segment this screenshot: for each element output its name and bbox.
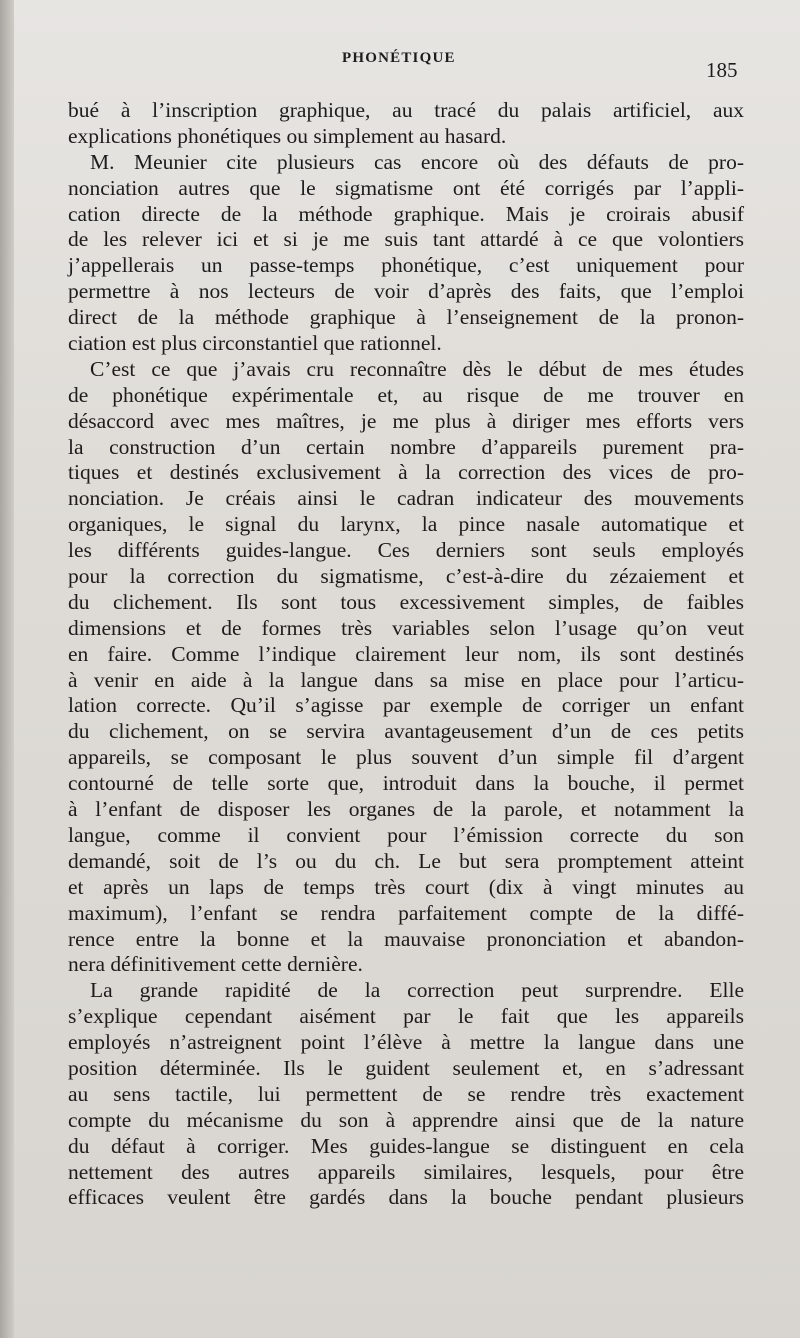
text-line: la construction d’un certain nombre d’appareils purement pra- [68, 434, 744, 459]
text-line: et après un laps de temps très court (dix à vingt minutes au [68, 874, 744, 899]
text-line: du défaut à corriger. Mes guides-langue se distinguent en cela [68, 1133, 744, 1158]
text-line: dimensions et de formes très variables selon l’usage qu’on veut [68, 615, 744, 640]
text-line: langue, comme il convient pour l’émission correcte du son [68, 822, 744, 847]
text-line: nettement des autres appareils similaires, lesquels, pour être [68, 1159, 744, 1184]
text-line: au sens tactile, lui permettent de se rendre très exactement [68, 1081, 744, 1106]
text-line: tiques et destinés exclusivement à la correction des vices de pro- [68, 460, 744, 485]
text-line: nonciation autres que le sigmatisme ont été corrigés par l’appli- [68, 175, 744, 200]
text-line: efficaces veulent être gardés dans la bouche pendant plusieurs [68, 1185, 744, 1210]
text-line: M. Meunier cite plusieurs cas encore où des défauts de pro- [90, 149, 744, 174]
text-line: du clichement. Ils sont tous excessivement simples, de faibles [68, 589, 744, 614]
page-number: 185 [706, 58, 738, 82]
text-line: à venir en aide à la langue dans sa mise en place pour l’articu- [68, 667, 744, 692]
text-line: de phonétique expérimentale et, au risque de me trouver en [68, 382, 744, 407]
running-head: PHONÉTIQUE [342, 50, 456, 66]
text-line: employés n’astreignent point l’élève à mettre la langue dans une [68, 1030, 744, 1055]
text-line: cation directe de la méthode graphique. Mais je croirais abusif [68, 201, 744, 226]
text-line: direct de la méthode graphique à l’enseignement de la pronon- [68, 305, 744, 330]
text-line: rence entre la bonne et la mauvaise prononciation et abandon- [68, 926, 744, 951]
text-line: à l’enfant de disposer les organes de la parole, et notamment la [68, 797, 744, 822]
text-line: du clichement, on se servira avantageusement d’un de ces petits [68, 719, 744, 744]
page-gutter-shadow [0, 0, 14, 1338]
text-line: désaccord avec mes maîtres, je me plus à diriger mes efforts vers [68, 408, 744, 433]
text-line: nonciation. Je créais ainsi le cadran indicateur des mouvements [68, 486, 744, 511]
text-line: explications phonétiques ou simplement au hasard. [68, 123, 507, 148]
text-line: ciation est plus circonstantiel que rationnel. [68, 331, 442, 356]
text-line: position déterminée. Ils le guident seulement et, en s’adressant [68, 1055, 744, 1080]
text-line: demandé, soit de l’s ou du ch. Le but sera promptement atteint [68, 848, 744, 873]
text-line: lation correcte. Qu’il s’agisse par exemple de corriger un enfant [68, 693, 744, 718]
text-line: nera définitivement cette dernière. [68, 952, 363, 977]
text-line: contourné de telle sorte que, introduit dans la bouche, il permet [68, 771, 744, 796]
text-line: organiques, le signal du larynx, la pince nasale automatique et [68, 512, 744, 537]
text-line: permettre à nos lecteurs de voir d’après des faits, que l’emploi [68, 279, 744, 304]
text-line: s’explique cependant aisément par le fait que les appareils [68, 1004, 744, 1029]
text-line: les différents guides-langue. Ces derniers sont seuls employés [68, 538, 744, 563]
text-line: de les relever ici et si je me suis tant attardé à ce que volontiers [68, 227, 744, 252]
text-line: bué à l’inscription graphique, au tracé du palais artificiel, aux [68, 98, 744, 122]
text-line: compte du mécanisme du son à apprendre ainsi que de la nature [68, 1107, 744, 1132]
text-line: C’est ce que j’avais cru reconnaître dès le début de mes études [90, 356, 744, 381]
text-line: La grande rapidité de la correction peut surprendre. Elle [90, 978, 744, 1003]
text-line: j’appellerais un passe-temps phonétique, c’est uniquement pour [68, 253, 744, 278]
text-line: maximum), l’enfant se rendra parfaitement compte de la diffé- [68, 900, 744, 925]
text-line: en faire. Comme l’indique clairement leur nom, ils sont destinés [68, 641, 744, 666]
text-line: appareils, se composant le plus souvent d’un simple fil d’argent [68, 745, 744, 770]
text-line: pour la correction du sigmatisme, c’est-à-dire du zézaiement et [68, 564, 744, 589]
body-text [68, 98, 744, 1211]
